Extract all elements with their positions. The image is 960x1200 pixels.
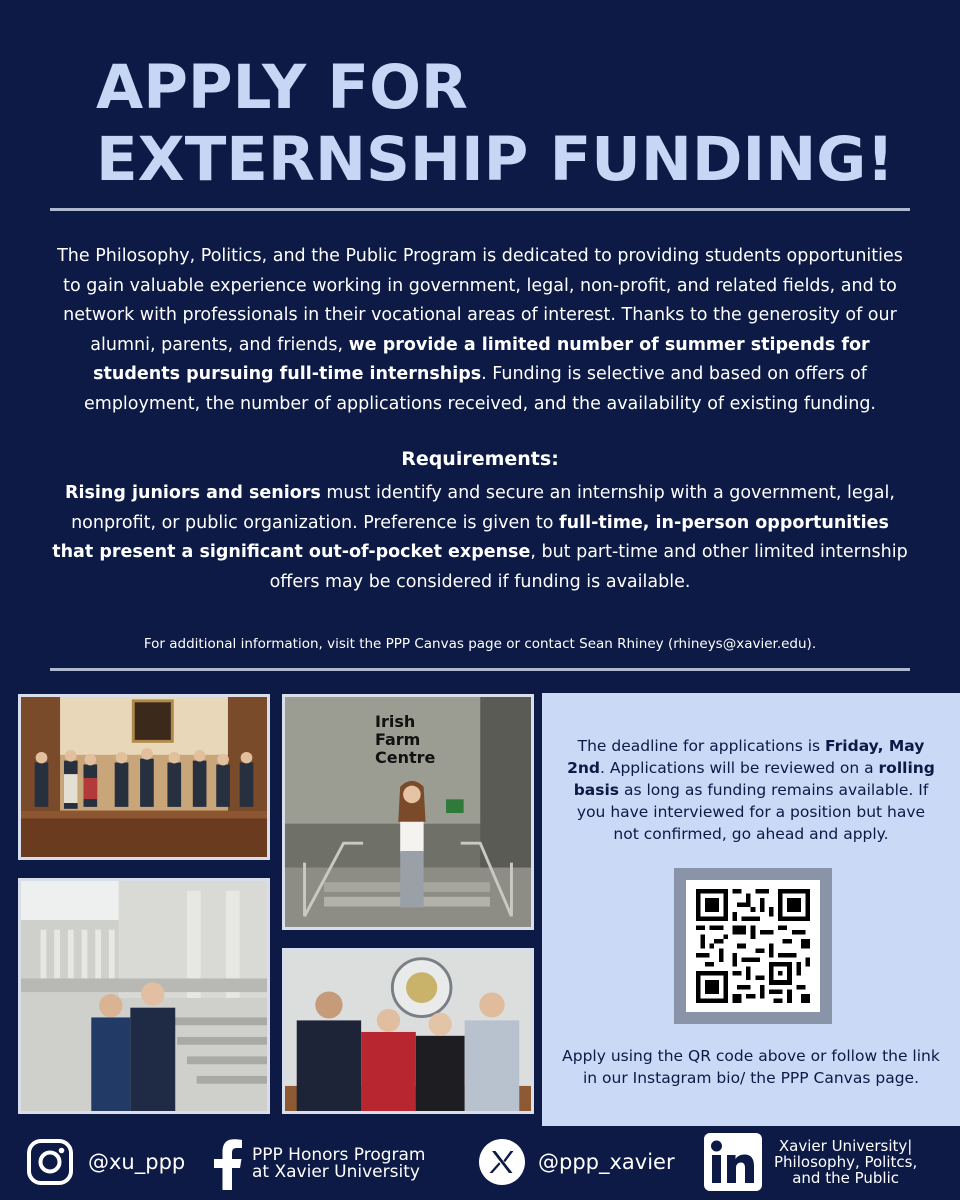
social-facebook[interactable] [212,1138,426,1190]
social-linkedin[interactable] [704,1133,917,1191]
linkedin-line-3: and the Public [792,1169,899,1187]
deadline-pre: The deadline for applications is [577,737,826,755]
intro-paragraph [50,242,910,419]
facebook-line-1: PPP Honors Program [252,1145,426,1165]
requirements-heading: Requirements: [401,448,559,470]
req-text-2: , but part-time and other limited internship offers may be considered if funding is available. [269,542,908,592]
building-sign [375,713,435,767]
qr-pattern [696,889,810,1003]
facebook-icon [212,1138,244,1190]
photo-council-chamber [18,694,270,860]
deadline-mid: . Applications will be reviewed on a [600,759,879,777]
contact-info: For additional information, visit the PPP Canvas page or contact Sean Rhiney (rhineys@xavier.edu). [143,636,817,652]
linkedin-line-1: Xavier University| [778,1137,913,1155]
title-line-1: APPLY FOR [96,52,468,123]
linkedin-icon [704,1133,762,1191]
top-divider [50,208,910,211]
sign-line-2: Farm [375,730,421,749]
linkedin-line-2: Philosophy, Politcs, [774,1153,918,1171]
intro-text-1: The Philosophy, Politics, and the Public Program is dedicated to providing students opportunities to gain valuable experience working in government, legal, non-profit, and related fields, and to network with professionals in their vocational areas of interest. Thanks to the generosity of our alumni, parents, and friends, [57,246,903,355]
qr-code[interactable] [674,868,832,1024]
bottom-divider [50,668,910,671]
facebook-page-name[interactable] [252,1147,426,1181]
sign-line-1: Irish [375,712,416,731]
facebook-line-2: at Xavier University [252,1162,420,1182]
title-line-2: EXTERNSHIP FUNDING! [96,124,895,195]
deadline-post: as long as funding remains available. If you have interviewed for a position but have not confirmed, go ahead and apply. [576,781,929,843]
intro-bold-text: we provide a limited number of summer stipends for students pursuing full-time internships [93,334,870,384]
x-icon [478,1138,526,1186]
photo-irish-farm-centre [282,694,534,930]
req-bold-2: full-time, in-person opportunities that present a significant out-of-pocket expense [52,512,889,562]
intro-text-2: . Funding is selective and based on offers of employment, the number of applications received, and the availability of existing funding. [84,364,876,414]
instagram-handle[interactable]: @xu_ppp [88,1150,186,1174]
qr-code-image[interactable] [686,880,820,1012]
deadline-date: Friday, May 2nd [567,737,925,777]
req-bold-1: Rising juniors and seniors [65,483,321,503]
social-x[interactable] [478,1138,675,1186]
instagram-icon [26,1138,74,1186]
requirements-paragraph [50,479,910,597]
deadline-text [562,735,940,845]
photo-statehouse-handshake [18,878,270,1114]
linkedin-page-name[interactable] [774,1138,917,1186]
photo-hamilton-county [282,948,534,1114]
x-handle[interactable]: @ppp_xavier [538,1150,675,1174]
deadline-rolling: rolling basis [573,759,935,799]
apply-instructions: Apply using the QR code above or follow the link in our Instagram bio/ the PPP Canvas page. [562,1047,940,1087]
social-instagram[interactable] [26,1138,185,1186]
page-title [96,52,894,196]
sign-line-3: Centre [375,748,436,767]
info-panel [542,693,960,1126]
req-text-1: must identify and secure an internship with a government, legal, nonprofit, or public organization. Preference is given to [71,483,895,533]
